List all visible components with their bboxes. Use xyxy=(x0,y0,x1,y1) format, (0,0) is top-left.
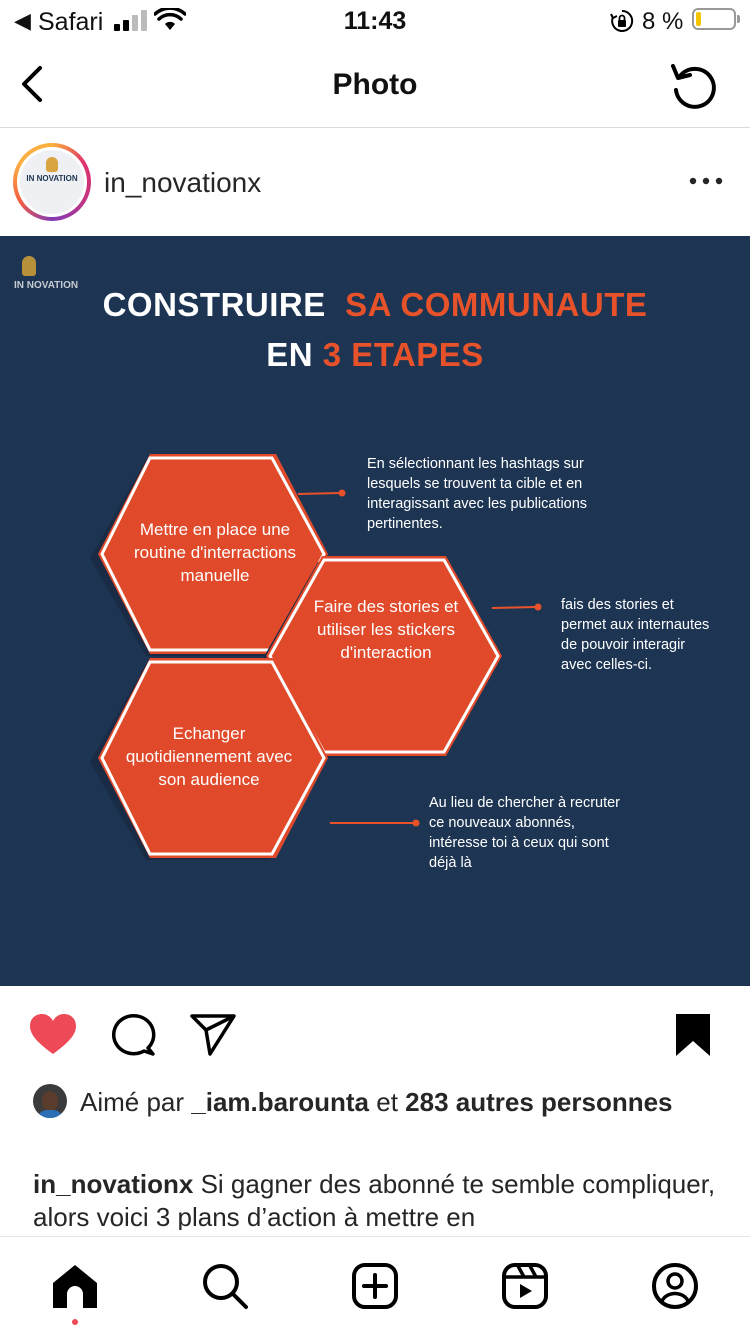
liker-avatar[interactable] xyxy=(33,1084,67,1118)
brand-logo-text: IN NOVATION xyxy=(14,280,79,291)
post-actions xyxy=(0,990,750,1070)
create-icon[interactable] xyxy=(350,1261,400,1311)
back-chevron-icon[interactable] xyxy=(14,62,54,106)
likes-summary[interactable] xyxy=(0,1082,750,1152)
connector-dot xyxy=(339,490,346,497)
likes-text xyxy=(80,1086,720,1119)
post-caption xyxy=(33,1168,723,1230)
caption-username[interactable]: in_novationx xyxy=(33,1169,194,1199)
post-header xyxy=(0,129,750,235)
likes-conjunction: et xyxy=(376,1087,398,1117)
step-2-description: fais des stories et permet aux internautes de pouvoir interagir avec celles-ci. xyxy=(561,597,710,673)
step-1-description: En sélectionnant les hashtags sur lesquels se trouvent ta cible et en interagissant avec les publications pertinentes. xyxy=(367,456,588,532)
cellular-signal-icon xyxy=(114,10,148,32)
profile-icon[interactable] xyxy=(650,1261,700,1311)
connector-dot xyxy=(413,820,420,827)
title-part-white: CONSTRUIRE xyxy=(102,286,326,323)
comment-icon[interactable] xyxy=(108,1012,158,1058)
refresh-icon[interactable] xyxy=(668,60,720,112)
connector-dot xyxy=(535,604,542,611)
battery-percentage: 8 % xyxy=(642,8,684,35)
battery-tip xyxy=(737,15,740,23)
title-part-orange: 3 ETAPES xyxy=(322,336,484,373)
heart-icon[interactable] xyxy=(28,1012,78,1058)
search-icon[interactable] xyxy=(200,1261,250,1311)
back-to-app-label[interactable]: Safari xyxy=(38,8,104,36)
share-icon[interactable] xyxy=(188,1012,238,1058)
home-icon[interactable] xyxy=(50,1261,100,1311)
battery-level-fill xyxy=(696,12,701,26)
avatar[interactable] xyxy=(20,150,84,214)
post-image[interactable] xyxy=(0,236,750,986)
back-to-app-arrow-icon[interactable]: ◀ xyxy=(14,8,31,33)
avatar-logo-text: IN NOVATION xyxy=(26,174,78,183)
navigation-bar xyxy=(0,44,750,128)
clock: 11:43 xyxy=(343,7,407,35)
status-bar xyxy=(0,0,750,44)
notification-dot xyxy=(72,1319,78,1325)
hexagon-2-label: Faire des stories et utiliser les stickers d'interaction xyxy=(313,597,459,662)
wifi-icon xyxy=(154,8,186,32)
caption-text: Si gagner des abonné te semble compliquer, alors voici 3 plans d’action à mettre en xyxy=(33,1169,716,1230)
lightbulb-logo-icon xyxy=(46,157,58,172)
title-part-white: EN xyxy=(266,336,314,373)
bookmark-icon[interactable] xyxy=(668,1012,718,1058)
bottom-tab-bar xyxy=(0,1236,750,1334)
more-options-icon[interactable] xyxy=(688,171,724,191)
step-3-description: Au lieu de chercher à recruter ce nouveaux abonnés, intéresse toi à ceux qui sont déjà là xyxy=(429,795,621,871)
page-title: Photo xyxy=(332,68,418,101)
likes-prefix: Aimé par xyxy=(80,1087,185,1117)
liker-username[interactable]: _iam.barounta xyxy=(191,1087,369,1117)
post-username[interactable]: in_novationx xyxy=(104,167,262,198)
battery-icon xyxy=(692,8,736,30)
hexagon-3-label: Echanger quotidiennement avec son audience xyxy=(125,724,293,789)
orientation-lock-icon xyxy=(610,9,634,33)
hexagon-1-label: Mettre en place une routine d'interractions manuelle xyxy=(134,520,296,585)
story-ring[interactable] xyxy=(13,143,91,221)
title-part-orange: SA COMMUNAUTE xyxy=(345,286,648,323)
likes-count[interactable]: 283 autres personnes xyxy=(405,1087,673,1117)
reels-icon[interactable] xyxy=(500,1261,550,1311)
